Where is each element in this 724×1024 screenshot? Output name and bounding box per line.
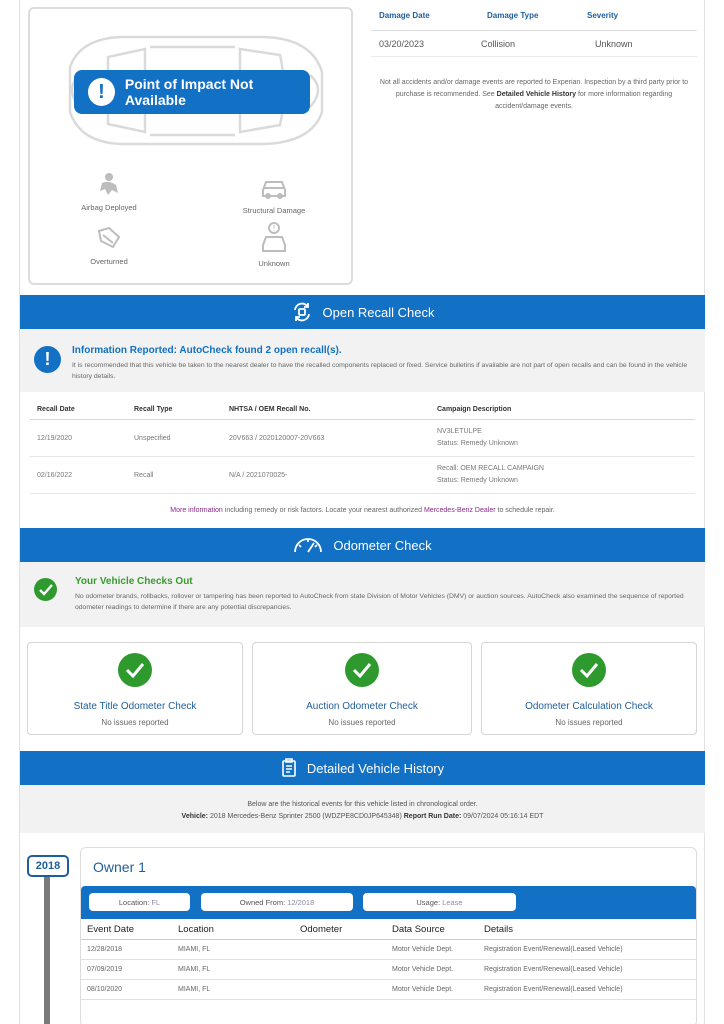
check-circle-icon — [345, 653, 379, 687]
usage-pill — [363, 893, 516, 911]
damage-type-header: Damage Type — [487, 10, 539, 20]
vehicle-value: 2018 Mercedes-Benz Sprinter 2500 (WDZPE8CD0JP645348) — [209, 813, 402, 820]
events-table — [81, 920, 696, 1000]
recall-footer-end: to schedule repair. — [495, 507, 555, 514]
location-cell: MIAMI, FL — [178, 946, 211, 953]
details-cell: Registration Event/Renewal(Leased Vehicle) — [484, 986, 623, 993]
owner-card — [80, 847, 697, 1024]
recall-table-header — [30, 400, 695, 420]
unknown-damage-item — [214, 221, 334, 268]
airbag-deployed-label: Airbag Deployed — [81, 203, 137, 212]
odometer-header: Odometer — [300, 924, 343, 935]
airbag-deployed-item — [49, 171, 169, 212]
odometer-info-title: Your Vehicle Checks Out — [75, 576, 193, 587]
table-row — [81, 960, 696, 980]
vehicle-label: Vehicle: — [181, 813, 209, 820]
recall-footer-note — [20, 507, 705, 514]
usage-label: Usage: — [416, 897, 441, 907]
structural-damage-item — [214, 176, 334, 215]
recall-date-cell: 12/19/2020 — [37, 434, 73, 442]
info-alert-icon: ! — [34, 346, 61, 373]
owner-summary-bar — [81, 886, 696, 919]
data-source-cell: Motor Vehicle Dept. — [392, 986, 454, 993]
recall-type-cell: Recall — [134, 471, 154, 479]
event-date-cell: 12/28/2018 — [87, 946, 123, 953]
exclamation-icon: ! — [88, 78, 115, 106]
recall-check-icon — [291, 302, 313, 322]
damage-table-header — [371, 0, 697, 31]
airbag-icon — [96, 171, 122, 197]
owned-from-label: Owned From: — [239, 897, 286, 907]
open-recall-section-header — [20, 295, 705, 329]
section-title: Detailed Vehicle History — [306, 760, 445, 776]
more-information-link[interactable]: More information — [170, 507, 223, 514]
overturned-item — [49, 225, 169, 266]
check-circle-icon — [118, 653, 152, 687]
table-row — [81, 940, 696, 960]
details-cell: Registration Event/Renewal(Leased Vehicle) — [484, 946, 623, 953]
severity-header: Severity — [587, 10, 619, 20]
table-row — [371, 31, 697, 57]
severity-cell: Unknown — [595, 38, 633, 49]
point-of-impact-label: Point of Impact Not Available — [124, 76, 254, 108]
unknown-damage-icon — [260, 221, 288, 253]
recall-info-text: It is recommended that this vehicle be taken to the nearest dealer to have the recalled components replaced or fixed. Service bulletins if available are not part of open recalls and can be found in the vehicle history details. — [72, 362, 688, 380]
campaign-status: Status: Remedy Unknown — [437, 440, 518, 447]
location-header: Location — [178, 924, 214, 935]
damage-table — [371, 0, 697, 113]
recall-number-cell: N/A / 2021070025- — [229, 471, 288, 479]
damage-date-cell: 03/20/2023 — [379, 38, 425, 49]
owned-from-value: 12/2018 — [287, 897, 315, 907]
campaign-description-header: Campaign Description — [437, 405, 512, 413]
overturned-label: Overturned — [90, 257, 128, 266]
odometer-card-status: No issues reported — [101, 718, 169, 727]
vehicle-summary-line — [20, 811, 705, 823]
location-cell: MIAMI, FL — [178, 966, 211, 973]
location-label: Location: — [118, 897, 150, 907]
report-run-label: Report Run Date: — [403, 813, 462, 820]
state-title-odometer-card — [27, 642, 243, 735]
auction-odometer-card — [252, 642, 472, 735]
odometer-card-status: No issues reported — [328, 718, 396, 727]
recall-number-cell: 20V663 / 2020120007-20V663 — [229, 434, 325, 442]
speedometer-icon — [293, 536, 323, 554]
recall-type-header: Recall Type — [134, 406, 173, 413]
detailed-history-link[interactable]: Detailed Vehicle History — [496, 91, 577, 98]
mercedes-dealer-link[interactable]: Mercedes-Benz Dealer — [423, 507, 496, 514]
details-cell: Registration Event/Renewal(Leased Vehicle) — [484, 966, 623, 973]
check-circle-icon — [34, 578, 57, 601]
recall-info-title: Information Reported: AutoCheck found 2 open recall(s). — [72, 345, 342, 356]
data-source-cell: Motor Vehicle Dept. — [392, 966, 454, 973]
owned-from-pill — [201, 893, 353, 911]
recall-date-header: Recall Date — [37, 406, 75, 413]
check-circle-icon — [572, 653, 606, 687]
campaign-name: Recall: OEM RECALL CAMPAIGN — [437, 465, 544, 472]
odometer-card-title: Auction Odometer Check — [306, 701, 418, 712]
campaign-description-cell — [428, 426, 695, 450]
recall-footer-text: including remedy or risk factors. Locate your nearest authorized — [222, 507, 424, 514]
location-cell: MIAMI, FL — [178, 986, 211, 993]
campaign-status: Status: Remedy Unknown — [437, 477, 518, 484]
event-date-cell: 08/10/2020 — [87, 986, 123, 993]
damage-date-header: Damage Date — [379, 10, 430, 20]
recall-number-header: NHTSA / OEM Recall No. — [229, 406, 311, 413]
recall-type-cell: Unspecified — [134, 434, 171, 442]
svg-text:!: ! — [272, 224, 276, 233]
campaign-description-cell — [428, 463, 695, 487]
vehicle-history-section-header — [20, 751, 705, 785]
event-date-cell: 07/09/2019 — [87, 966, 123, 973]
timeline-line — [44, 877, 50, 1024]
usage-value: Lease — [442, 897, 463, 907]
document-icon — [281, 758, 297, 778]
owner-title: Owner 1 — [93, 859, 146, 875]
recall-table — [30, 400, 695, 494]
history-intro — [20, 785, 705, 833]
structural-damage-label: Structural Damage — [242, 206, 306, 215]
odometer-info-text: No odometer brands, rollbacks, rollover or tampering has been reported to AutoCheck from state Division of Motor Vehicles (DMV) or auction sources. AutoCheck also examined the sequence of reported odometer readings to determine if there are any potential discrepancies. — [75, 593, 684, 611]
table-row — [30, 420, 695, 457]
odometer-info-panel — [20, 562, 705, 627]
overturned-icon — [95, 225, 123, 251]
table-row — [81, 980, 696, 1000]
impact-diagram-card — [28, 7, 353, 285]
event-date-header: Event Date — [87, 924, 134, 935]
location-value: FL — [151, 897, 161, 907]
section-title: Odometer Check — [333, 537, 432, 553]
recall-date-cell: 02/16/2022 — [37, 471, 73, 479]
damage-type-cell: Collision — [481, 38, 516, 49]
odometer-calculation-card — [481, 642, 697, 735]
year-badge: 2018 — [27, 855, 69, 877]
recall-info-panel — [20, 329, 705, 392]
odometer-card-title: Odometer Calculation Check — [525, 701, 653, 712]
location-pill — [89, 893, 190, 911]
disclaimer-text: Not all accidents and/or damage events are reported to Experian. Inspection by a third party prior to purchase is recommended. See — [379, 79, 689, 98]
odometer-section-header — [20, 528, 705, 562]
details-header: Details — [484, 924, 514, 935]
odometer-card-title: State Title Odometer Check — [73, 701, 197, 712]
structural-damage-icon — [260, 176, 288, 200]
data-source-header: Data Source — [392, 924, 445, 935]
report-run-value: 09/07/2024 05:16:14 EDT — [463, 813, 544, 820]
section-title: Open Recall Check — [322, 304, 435, 320]
events-table-header — [81, 920, 696, 940]
point-of-impact-banner — [74, 70, 310, 114]
history-intro-text: Below are the historical events for this vehicle listed in chronological order. — [247, 801, 478, 808]
damage-disclaimer — [371, 77, 697, 113]
campaign-name: NV3LETULPE — [437, 428, 482, 435]
data-source-cell: Motor Vehicle Dept. — [392, 946, 454, 953]
table-row — [30, 457, 695, 494]
unknown-damage-label: Unknown — [258, 259, 290, 268]
odometer-card-status: No issues reported — [555, 718, 623, 727]
disclaimer-text-end: for more information regarding accident/damage events. — [495, 91, 673, 110]
